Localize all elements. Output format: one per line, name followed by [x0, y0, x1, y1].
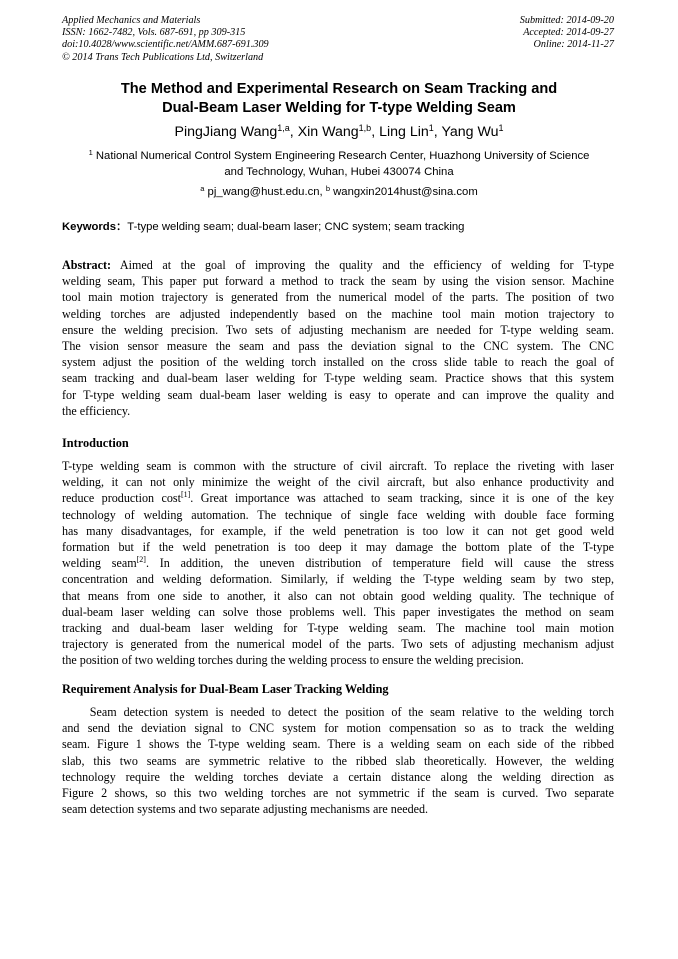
author-name: Ling Lin: [379, 124, 429, 140]
introduction-heading: Introduction: [62, 436, 129, 450]
email-address: pj_wang@hust.edu.cn,: [204, 186, 326, 198]
author-name: Yang Wu: [441, 124, 499, 140]
paragraph-line: dual-beam laser welding can solve those problems well. This paper investigates the method on seam: [62, 604, 614, 619]
paragraph-line: has many disadvantages, for example, if the weld penetration is too low it can not get good weld: [62, 523, 614, 538]
author-affiliation-mark: 1: [428, 123, 434, 133]
journal-doi: doi:10.4028/www.scientific.net/AMM.687-691.309: [62, 39, 269, 51]
author-name: PingJiang Wang: [174, 124, 278, 140]
paragraph-line: welding seam[2]. In addition, the uneven distribution of temperature field will cause the stress: [62, 555, 614, 571]
paragraph-line: technology require the welding torches deviate a certain distance along the welding direction as: [62, 769, 614, 784]
paragraph-line: formation but if the weld penetration is too deep it may damage the bottom plate of the T-type: [62, 539, 614, 554]
abstract-line: tool main motion trajectory is generated from the numerical model of the parts. The position of two: [62, 290, 614, 305]
paragraph-line: tracking and dual-beam laser welding for T-type welding seam. The machine tool main motion: [62, 620, 614, 635]
paragraph-line: concentration and welding deformation. Similarly, if welding the T-type welding seam by two step,: [62, 572, 614, 587]
email-mark: a: [200, 184, 205, 193]
abstract-line: The vision sensor measure the seam and pass the deviation signal to the CNC system. The CNC: [62, 338, 614, 353]
title-line: Dual-Beam Laser Welding for T-type Welding Seam: [162, 100, 516, 116]
publication-dates: [520, 15, 614, 52]
affiliation: [40, 149, 638, 180]
author-affiliation-mark: 1,a: [277, 123, 290, 133]
introduction-body: [62, 458, 614, 668]
author-separator: ,: [371, 124, 380, 140]
author-emails: [40, 185, 638, 200]
affiliation-mark: 1: [88, 148, 93, 157]
keywords: [62, 220, 464, 235]
citation-ref: [1]: [180, 490, 191, 500]
paper-title: [40, 80, 638, 118]
affiliation-line: National Numerical Control System Engineering Research Center, Huazhong University of Science: [92, 150, 590, 162]
paragraph-line: seam. Figure 1 shows the T-type welding seam. There is a welding seam on each side of the ribbed: [62, 737, 614, 752]
paragraph-line: technology of welding automation. The technique of single face welding with double face forming: [62, 507, 614, 522]
abstract-line: system adjust the position of the welding torch installed on the cross slide table to reach the goal of: [62, 355, 614, 370]
paragraph-line: T-type welding seam is common with the structure of civil aircraft. To replace the riveting with laser: [62, 459, 614, 473]
abstract-line: Abstract: Aimed at the goal of improving the quality and the efficiency of welding for T-type: [62, 258, 614, 272]
abstract: [62, 257, 614, 419]
online-date: Online: 2014-11-27: [533, 39, 614, 51]
journal-copyright: © 2014 Trans Tech Publications Ltd, Switzerland: [62, 51, 264, 63]
author-affiliation-mark: 1,b: [358, 123, 372, 133]
keywords-text: T-type welding seam; dual-beam laser; CNC system; seam tracking: [127, 221, 465, 233]
accepted-date: Accepted: 2014-09-27: [523, 27, 614, 39]
paragraph-line: that means from one side to another, it also can not obtain good welding quality. The technique of: [62, 588, 614, 603]
paragraph-line: reduce production cost[1]. Great importance was attached to seam tracking, since it is one of the key: [62, 490, 614, 506]
abstract-line: ensure the welding precision. Two sets of adjusting mechanism are needed for T-type welding seam.: [62, 322, 614, 337]
title-line: The Method and Experimental Research on Seam Tracking and: [120, 81, 558, 97]
paragraph-line: welding, it can not only minimize the weight of the civil aircraft, but also enhance productivity and: [62, 475, 614, 490]
abstract-line: the efficiency.: [62, 403, 131, 418]
email-mark: b: [325, 184, 330, 193]
paragraph-line: the position of two welding torches during the welding process to ensure the welding precision.: [62, 653, 524, 668]
author-separator: ,: [433, 124, 442, 140]
author-separator: ,: [289, 124, 298, 140]
abstract-line: welding seam, This paper put forward a method to track the seam by using the vision sensor. Machine: [62, 274, 614, 289]
abstract-line: seam tracking and dual-beam laser welding for T-type welding seam. Practice shows that this system: [62, 371, 614, 386]
requirement-body: [62, 704, 614, 817]
author-name: Xin Wang: [297, 124, 359, 140]
author-affiliation-mark: 1: [498, 123, 504, 133]
paragraph-line: trajectory is generated from the numerical model of the parts. Two sets of adjusting mechanism adjust: [62, 637, 614, 652]
paragraph-line: seam detection systems and two separate adjusting mechanisms are needed.: [62, 802, 429, 817]
abstract-label: Abstract:: [62, 258, 112, 272]
requirement-heading: Requirement Analysis for Dual-Beam Laser Tracking Welding: [62, 682, 389, 696]
paragraph-line: and send the deviation signal to CNC system for motion compensation so as to track the welding: [62, 721, 614, 736]
submitted-date: Submitted: 2014-09-20: [519, 15, 614, 26]
paragraph-line: slab, this two seams are symmetric relative to the ribbed slab theoretically. However, the welding: [62, 753, 614, 768]
journal-name: Applied Mechanics and Materials: [62, 15, 201, 26]
abstract-line: for T-type welding seam dual-beam laser welding is easy to operate and can improve the quality and: [62, 387, 614, 402]
journal-issn: ISSN: 1662-7482, Vols. 687-691, pp 309-315: [62, 27, 246, 39]
paragraph-line: Seam detection system is needed to detect the position of the seam relative to the welding torch: [62, 705, 614, 719]
affiliation-line: and Technology, Wuhan, Hubei 430074 China: [224, 165, 454, 178]
citation-ref: [2]: [136, 555, 146, 565]
author-list: [40, 123, 638, 141]
email-address: wangxin2014hust@sina.com: [329, 186, 478, 198]
paragraph-line: Figure 2 shows, so this two welding torches are not symmetric if the seam is curved. Two separate: [62, 785, 614, 800]
abstract-line: welding torches are adjusted independently based on the machine tool main motion trajectory to: [62, 306, 614, 321]
journal-info: [62, 15, 269, 64]
keywords-label: Keywords：: [62, 221, 128, 233]
